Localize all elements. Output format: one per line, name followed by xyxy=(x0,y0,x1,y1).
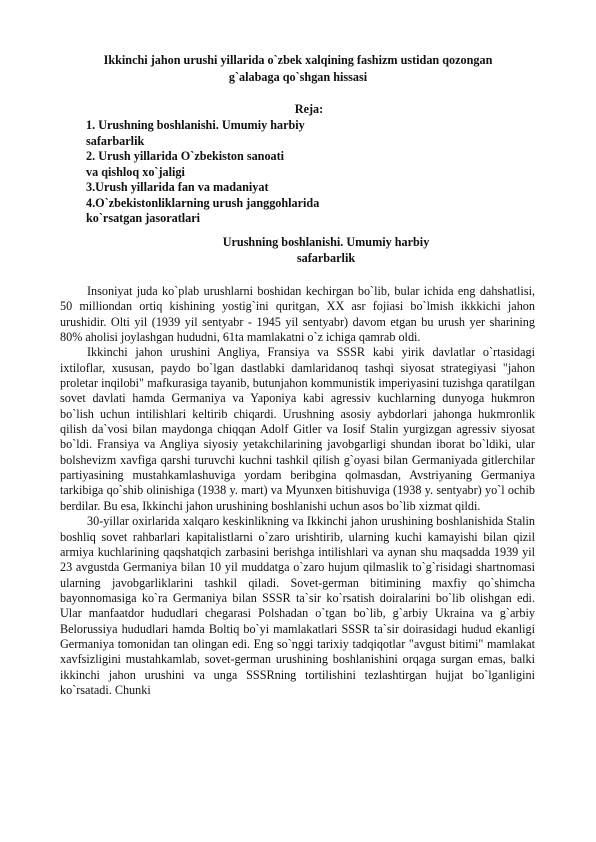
plan-line: 3.Urush yillarida fan va madaniyat xyxy=(86,180,269,194)
title-line-2: g`alabaga qo`shgan hissasi xyxy=(228,69,368,84)
title-line-1: Ikkinchi jahon urushi yillarida o`zbek xalqining fashizm ustidan qozongan xyxy=(103,53,493,67)
plan-list xyxy=(86,118,376,227)
section-title-line-2: safarbarlik xyxy=(296,251,356,265)
plan-line: 2. Urush yillarida O`zbekiston sanoati xyxy=(86,149,285,163)
section-title-line-1: Urushning boshlanishi. Umumiy harbiy xyxy=(222,235,430,249)
plan-heading: Reja: xyxy=(294,102,324,116)
section-title xyxy=(186,234,466,266)
plan-line: safarbarlik xyxy=(86,133,145,148)
plan-line: ko`rsatgan jasoratlari xyxy=(86,211,201,225)
paragraph: 30-yillar oxirlarida xalqaro keskinlikning va Ikkinchi jahon urushining boshlanishida Stalin boshliq sovet rahbarlari kapitalistlarni o`zaro urishtirib, ularning kuchi kamayishi bilan qizil armiya kuchlarining qaqshatqich zarbasini berishga intilishlari va aynan shu maqsadda 1939 yil 23 avgustda Germaniya bilan 10 yil muddatga o`zaro hujum qilmaslik to`g`risidagi shartnomasi ularning javobgarliklarini tashkil qiladi. Sovet-german bitimining maxfiy qo`shimcha bayonnomasiga ko`ra Germaniya bilan SSSR ta`sir ko`rsatish doiralarini bo`lib olishgan edi. Ular manfaatdor hududlari chegarasi Polshadan o`tgan bo`lib, g`arbiy Ukraina va g`arbiy Belorussiya hududlari hamda Boltiq bo`yi mamlakatlari SSSR ta`sir doirasidagi hudud ekanligi Germaniya tomonidan tan olingan edi. Eng so`nggi tarixiy tadqiqotlar "avgust bitimi" mamlakat xavfsizligini mustahkamlab, sovet-german urushining boshlanishini orqaga surgan emas, balki ikkinchi jahon urushini va unga SSSRning tortilishini tezlashtirgan hujjat bo`lganligini ko`rsatadi. Chunki xyxy=(60,514,535,697)
paragraph: Insoniyat juda ko`plab urushlarni boshidan kechirgan bo`lib, bular ichida eng dahshatlisi, 50 milliondan ortiq kishining yostig`ini quritgan, XX asr fojiasi bo`lmish ikkkichi jahon urushidir. Olti yil (1939 yil sentyabr - 1945 yil sentyabr) davom etgan bu urush yer sharining 80% aholisi joylashgan hududni, 61ta mamlakatni o`z ichiga qamrab oldi. xyxy=(60,284,535,345)
plan-line: 1. Urushning boshlanishi. Umumiy harbiy xyxy=(86,118,305,132)
paragraph: Ikkinchi jahon urushini Angliya, Fransiya va SSSR kabi yirik davlatlar o`rtasidagi ixtiloflar, xususan, paydo bo`lgan dastlabki damlaridanoq tashqi siyosat strategiyasi "jahon proletar inqilobi" mafkurasiga tayanib, butunjahon kommunistik imperiyasini tuzishga qaratilgan sovet davlati hamda Germaniya va Yaponiya kabi agressiv kuchlarning dunyoga hukmron bo`lish uchun intilishlari keltirib chiqardi. Urushning asosiy aybdorlari jahonga hukmronlik qilish da`vosi bilan maydonga chiqqan Adolf Gitler va Iosif Stalin yurgizgan agressiv siyosat bo`ldi. Fransiya va Angliya siyosiy yetakchilarining javobgarligi shundan iborat bo`ldiki, ular bolshevizm xavfiga qarshi turuvchi kuchni tashkil qilish g`oyasi bilan Germaniyada gitlerchilar partiyasining mustahkamlashuviga yordam beribgina qolmasdan, Avstriyaning Germaniya tarkibiga qo`shib olinishiga (1938 y. mart) va Myunxen bitishuviga (1938 y. sentyabr) yo`l ochib berdilar. Bu esa, Ikkinchi jahon urushining boshlanishi uchun asos bo`lib xizmat qildi. xyxy=(60,345,535,513)
document-title xyxy=(60,52,536,85)
body-text xyxy=(60,284,535,698)
plan-line: va qishloq xo`jaligi xyxy=(86,164,185,179)
plan-line: 4.O`zbekistonliklarning urush janggohlarida xyxy=(86,195,320,210)
